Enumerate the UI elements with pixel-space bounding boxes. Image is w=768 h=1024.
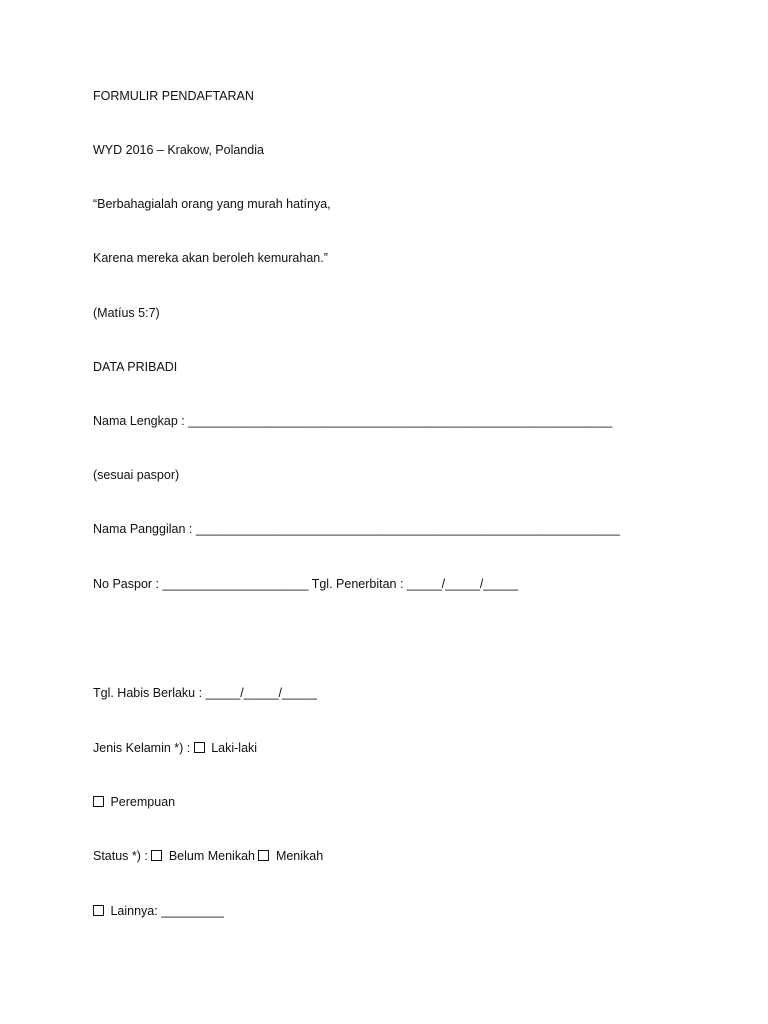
status-other-checkbox[interactable]	[93, 905, 104, 916]
gender-female-label: Perempuan	[107, 795, 176, 809]
form-title: FORMULIR PENDAFTARAN	[93, 89, 254, 103]
gender-male-label: Laki-laki	[207, 741, 258, 755]
status-other-row	[93, 903, 224, 919]
status-married-checkbox[interactable]	[258, 850, 269, 861]
full-name-field[interactable]: Nama Lengkap : _____________________________________________________________	[93, 414, 613, 428]
gender-female-row	[93, 794, 175, 810]
event-subtitle: WYD 2016 – Krakow, Polandia	[93, 143, 264, 157]
gender-label: Jenis Kelamin *) :	[93, 741, 194, 755]
passport-field[interactable]: No Paspor : _____________________ Tgl. Penerbitan : _____/_____/_____	[93, 577, 519, 591]
status-single-checkbox[interactable]	[151, 850, 162, 861]
expiry-date-field[interactable]: Tgl. Habis Berlaku : _____/_____/_____	[93, 686, 317, 700]
gender-row	[93, 740, 257, 756]
status-single-label: Belum Menikah	[165, 849, 259, 863]
full-name-note: (sesuai paspor)	[93, 468, 180, 482]
status-label: Status *) :	[93, 849, 152, 863]
nickname-field[interactable]: Nama Panggilan : _____________________________________________________________	[93, 522, 620, 536]
status-other-label[interactable]: Lainnya: _________	[107, 904, 224, 918]
quote-line-1: “Berbahagialah orang yang murah hatínya,	[93, 197, 331, 211]
gender-male-checkbox[interactable]	[194, 742, 205, 753]
section-title-personal-data: DATA PRIBADI	[93, 360, 178, 374]
status-married-label: Menikah	[272, 849, 324, 863]
verse-reference: (Matíus 5:7)	[93, 306, 160, 320]
gender-female-checkbox[interactable]	[93, 796, 104, 807]
quote-line-2: Karena mereka akan beroleh kemurahan.”	[93, 251, 328, 265]
status-row	[93, 848, 323, 864]
